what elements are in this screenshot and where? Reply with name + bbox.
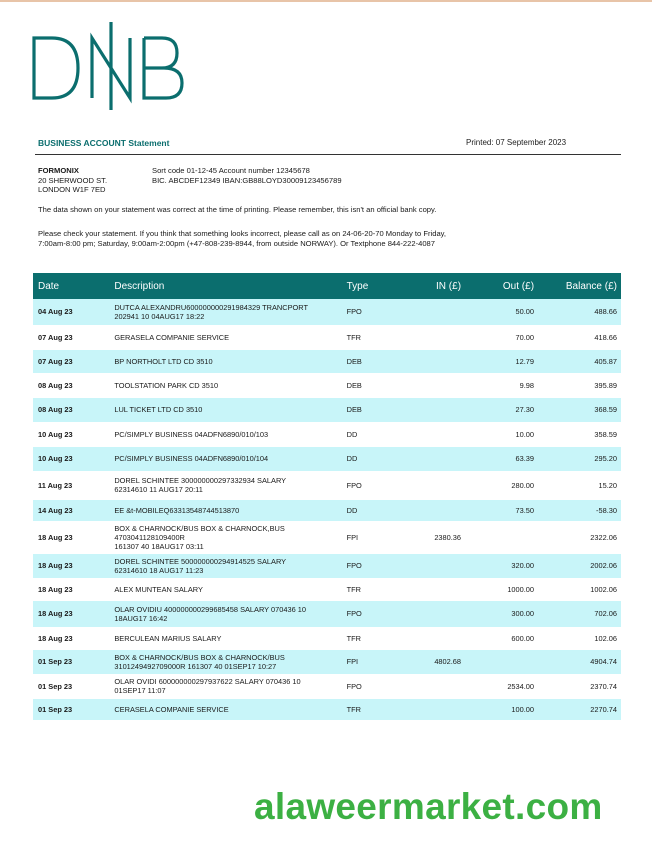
description-line-2: 3101249492709000R 161307 40 01SEP17 10:27 [114,661,277,671]
address-line-1: 20 SHERWOOD ST. [38,175,108,185]
table-row [33,627,621,649]
table-row [33,674,621,698]
row-out: 100.00 [465,698,538,720]
row-description [106,349,342,373]
description-line-1: DOREL SCHINTEE 300000000297332934 SALARY [114,476,287,485]
description-line-2: 62314610 11 AUG17 20:11 [114,485,203,494]
row-out [465,521,538,553]
bank-details [152,166,342,185]
row-balance: 418.66 [538,325,621,349]
table-row [33,499,621,521]
row-description [106,499,342,521]
row-balance: 368.59 [538,397,621,422]
description-line-1: TOOLSTATION PARK CD 3510 [114,380,219,390]
row-date: 07 Aug 23 [33,349,106,373]
row-in [392,299,465,325]
description-line-1: OLAR OVIDI 600000000297937622 SALARY 070436 10 [114,677,301,686]
row-balance: 1002.06 [538,578,621,600]
row-balance: 395.89 [538,373,621,397]
row-balance: 102.06 [538,627,621,649]
description-line-1: BERCULEAN MARIUS SALARY [114,633,222,643]
table-row [33,649,621,674]
description-line-2: 62314610 18 AUG17 11:23 [114,565,204,575]
row-out: 73.50 [465,499,538,521]
row-description [106,674,342,698]
row-description [106,698,342,720]
row-date: 14 Aug 23 [33,499,106,521]
row-date: 18 Aug 23 [33,627,106,649]
row-description [106,649,342,674]
col-out: Out (£) [502,280,535,292]
description-line-1: BOX & CHARNOCK/BUS BOX & CHARNOCK/BUS [114,652,285,662]
row-type: FPI [343,521,392,553]
description-line-1: DUTCA ALEXANDRU600000000291984329 TRANCPORT [114,302,308,312]
col-description: Description [114,280,165,292]
header-divider [35,154,621,155]
row-balance: 2370.74 [538,674,621,698]
row-balance: 405.87 [538,349,621,373]
row-out: 27.30 [465,397,538,422]
dnb-logo [30,20,190,110]
description-line-1: CERASELA COMPANIE SERVICE [114,704,229,714]
description-line-2: 18AUG17 16:42 [114,613,168,623]
row-type: DD [343,422,392,446]
row-description [106,600,342,627]
row-in [392,674,465,698]
table-row [33,600,621,627]
customer-address [38,166,107,195]
col-in: IN (£) [436,280,462,292]
row-date: 18 Aug 23 [33,578,106,600]
col-type: Type [346,280,369,292]
row-out [465,649,538,674]
table-row [33,521,621,553]
description-line-2: 202941 10 04AUG17 18:22 [114,311,205,321]
row-date: 10 Aug 23 [33,446,106,471]
row-description [106,397,342,422]
row-out: 63.39 [465,446,538,471]
sort-code-line: Sort code 01-12-45 Account number 12345678 [152,166,310,175]
row-out: 280.00 [465,471,538,499]
row-out: 12.79 [465,349,538,373]
row-date: 18 Aug 23 [33,521,106,553]
row-type: DD [343,446,392,471]
row-type: DEB [343,397,392,422]
row-balance: -58.30 [538,499,621,521]
row-description [106,578,342,600]
row-in [392,499,465,521]
row-in: 2380.36 [392,521,465,553]
table-header-row [33,273,621,299]
row-in [392,698,465,720]
row-out: 10.00 [465,422,538,446]
row-out: 300.00 [465,600,538,627]
row-date: 10 Aug 23 [33,422,106,446]
row-type: DEB [343,373,392,397]
description-line-1: GERASELA COMPANIE SERVICE [114,332,230,342]
row-out: 2534.00 [465,674,538,698]
table-row [33,373,621,397]
row-type: DD [343,499,392,521]
table-row [33,422,621,446]
contact-note: Please check your statement. If you think that something looks incorrect, please call as on 24-06-20-70 Monday to Friday, 7:00am-8:00 pm; Saturday, 9:00am-2:00pm (+47-808-239-8944, from outside NORWAY). Or Textphone 844-222-4087 [38,229,447,248]
row-in [392,422,465,446]
row-date: 01 Sep 23 [33,674,106,698]
row-type: DEB [343,349,392,373]
row-in [392,325,465,349]
table-row [33,325,621,349]
table-row [33,553,621,578]
description-line-1: BOX & CHARNOCK/BUS BOX & CHARNOCK,BUS 4703041128109400R [114,523,285,542]
description-line-1: PC/SIMPLY BUSINESS 04ADFN6890/010/104 [114,454,269,463]
row-out: 9.98 [465,373,538,397]
row-balance: 15.20 [538,471,621,499]
row-type: FPO [343,600,392,627]
row-date: 07 Aug 23 [33,325,106,349]
watermark-text: alaweermarket.com [254,786,603,827]
description-line-1: LUL TICKET LTD CD 3510 [114,405,203,414]
row-balance: 2322.06 [538,521,621,553]
row-in [392,553,465,578]
row-out: 70.00 [465,325,538,349]
row-in [392,397,465,422]
row-description [106,325,342,349]
row-balance: 2270.74 [538,698,621,720]
transactions-table [33,273,621,721]
row-type: FPI [343,649,392,674]
row-in [392,446,465,471]
row-type: FPO [343,299,392,325]
description-line-2: 01SEP17 11:07 [114,686,166,695]
row-out: 320.00 [465,553,538,578]
statement-title: BUSINESS ACCOUNT Statement [38,138,170,148]
row-in [392,373,465,397]
accuracy-note: The data shown on your statement was correct at the time of printing. Please remember, this isn't an official bank copy. [38,205,437,214]
table-row [33,698,621,720]
row-balance: 295.20 [538,446,621,471]
row-in [392,578,465,600]
row-in: 4802.68 [392,649,465,674]
description-line-1: PC/SIMPLY BUSINESS 04ADFN6890/010/103 [114,429,269,439]
table-row [33,471,621,499]
row-out: 1000.00 [465,578,538,600]
row-date: 01 Sep 23 [33,698,106,720]
row-in [392,600,465,627]
printed-date: Printed: 07 September 2023 [466,138,567,147]
row-date: 08 Aug 23 [33,373,106,397]
row-balance: 488.66 [538,299,621,325]
col-date: Date [38,280,60,292]
row-description [106,446,342,471]
row-in [392,349,465,373]
table-row [33,578,621,600]
row-type: FPO [343,553,392,578]
table-row [33,446,621,471]
row-type: FPO [343,674,392,698]
bic-iban-line: BIC. ABCDEF12349 IBAN:GB88LOYD30009123456789 [152,175,342,185]
description-line-1: DOREL SCHINTEE 500000000294914525 SALARY [114,556,287,566]
top-border [0,0,652,2]
row-in [392,471,465,499]
row-type: FPO [343,471,392,499]
row-description [106,422,342,446]
row-description [106,373,342,397]
row-date: 01 Sep 23 [33,649,106,674]
row-date: 04 Aug 23 [33,299,106,325]
row-balance: 358.59 [538,422,621,446]
description-line-1: OLAR OVIDIU 400000000299685458 SALARY 070436 10 [114,604,306,614]
customer-name: FORMONIX [38,166,79,175]
row-date: 18 Aug 23 [33,553,106,578]
row-balance: 4904.74 [538,649,621,674]
row-type: TFR [343,325,392,349]
row-date: 08 Aug 23 [33,397,106,422]
row-date: 18 Aug 23 [33,600,106,627]
row-balance: 702.06 [538,600,621,627]
row-description [106,471,342,499]
description-line-1: BP NORTHOLT LTD CD 3510 [114,356,213,366]
col-balance: Balance (£) [565,280,617,292]
description-line-1: ALEX MUNTEAN SALARY [114,584,203,594]
row-type: TFR [343,627,392,649]
row-type: TFR [343,578,392,600]
description-line-1: EE &t-MOBILEQ63313548744513870 [114,505,240,515]
row-description [106,627,342,649]
row-type: TFR [343,698,392,720]
description-line-2: 161307 40 18AUG17 03:11 [114,541,204,551]
row-description [106,299,342,325]
row-description [106,553,342,578]
table-row [33,349,621,373]
table-row [33,299,621,325]
address-line-2: LONDON W1F 7ED [38,185,106,194]
row-description [106,521,342,553]
row-in [392,627,465,649]
row-out: 50.00 [465,299,538,325]
table-row [33,397,621,422]
row-date: 11 Aug 23 [33,471,106,499]
row-balance: 2002.06 [538,553,621,578]
row-out: 600.00 [465,627,538,649]
